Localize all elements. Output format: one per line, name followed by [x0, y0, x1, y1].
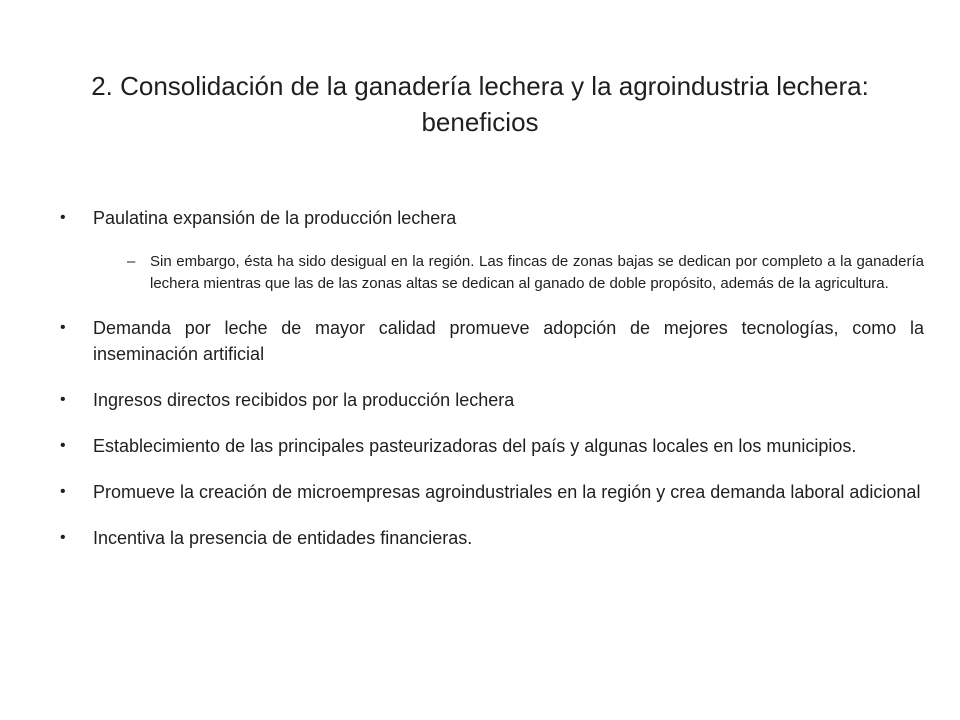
bullet-item-2 — [60, 315, 924, 367]
bullet-text-3: Ingresos directos recibidos por la producción lechera — [93, 390, 515, 410]
bullet-item-4 — [60, 433, 924, 459]
bullet-dot-icon: • — [60, 437, 66, 454]
sub-bullet-text-1: Sin embargo, ésta ha sido desigual en la región. Las fincas de zonas bajas se dedican por completo a la ganadería lechera mientras que las de las zonas altas se dedican al ganado de doble propósito, además de la agricultura. — [150, 253, 924, 292]
bullet-text-1: Paulatina expansión de la producción lechera — [93, 208, 457, 228]
bullet-list — [60, 205, 924, 551]
bullet-item-3 — [60, 387, 924, 413]
bullet-dot-icon: • — [60, 529, 66, 546]
bullet-item-5 — [60, 479, 924, 505]
bullet-text-5: Promueve la creación de microempresas agroindustriales en la región y crea demanda laboral adicional — [93, 482, 921, 502]
bullet-dot-icon: • — [60, 391, 66, 408]
bullet-dot-icon: • — [60, 483, 66, 500]
bullet-dot-icon: • — [60, 319, 66, 336]
bullet-text-4: Establecimiento de las principales pasteurizadoras del país y algunas locales en los municipios. — [93, 436, 857, 456]
bullet-text-2: Demanda por leche de mayor calidad promueve adopción de mejores tecnologías, como la inseminación artificial — [93, 318, 924, 364]
bullet-item-6 — [60, 525, 924, 551]
bullet-dot-icon: • — [60, 209, 66, 226]
slide-title: 2. Consolidación de la ganadería lechera y la agroindustria lechera: beneficios — [91, 71, 869, 137]
bullet-text-6: Incentiva la presencia de entidades financieras. — [93, 528, 473, 548]
sub-bullet-dash-icon: – — [127, 253, 136, 270]
bullet-item-1 — [60, 205, 924, 231]
sub-bullet-item-1 — [127, 251, 924, 295]
